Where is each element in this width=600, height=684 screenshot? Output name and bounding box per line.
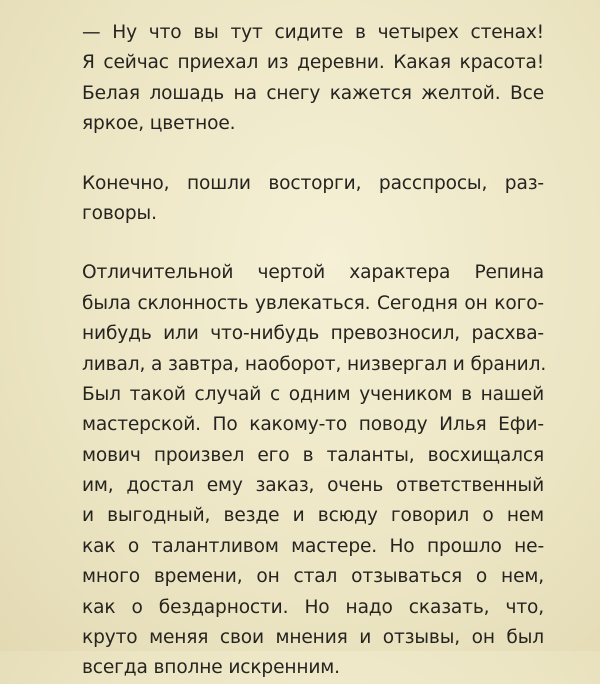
text-line: как о талантливом мастере. Но прошло не- bbox=[82, 535, 544, 557]
text-line: Белая лошадь на снегу кажется желтой. Все bbox=[82, 82, 544, 104]
text-line: Конечно, пошли восторги, расспросы, раз- bbox=[82, 172, 544, 194]
paragraph-2 bbox=[82, 169, 544, 230]
text-line: Отличительной чертой характера Репина bbox=[82, 262, 544, 284]
text-line: говоры. bbox=[82, 202, 157, 224]
text-line: много времени, он стал отзываться о нем, bbox=[82, 566, 544, 588]
text-line: мович произвел его в таланты, восхищался bbox=[82, 444, 544, 466]
book-page bbox=[82, 18, 547, 684]
text-line: Был такой случай с одним учеником в нашей bbox=[82, 383, 544, 405]
text-line: как о бездарности. Но надо сказать, что, bbox=[82, 596, 544, 618]
paragraph-3 bbox=[82, 258, 547, 683]
text-line: всегда вполне искренним. bbox=[82, 657, 340, 679]
text-line: нибудь или что-нибудь превозносил, расхва- bbox=[82, 323, 544, 345]
text-line: — Ну что вы тут сидите в четырех стенах! bbox=[82, 22, 544, 43]
paragraph-spacer bbox=[82, 140, 544, 169]
text-line: была склонность увлекаться. Сегодня он кого- bbox=[82, 292, 544, 314]
text-line: и выгодный, везде и всюду говорил о нем bbox=[82, 505, 544, 527]
paragraph-spacer bbox=[82, 229, 544, 258]
text-line: яркое, цветное. bbox=[82, 113, 236, 135]
paragraph-1 bbox=[82, 18, 544, 140]
text-line: мастерской. По какому-то поводу Илья Ефи- bbox=[82, 414, 544, 436]
text-line: ливал, а завтра, наоборот, низвергал и бранил. bbox=[82, 353, 547, 375]
text-line: круто меняя свои мнения и отзывы, он был bbox=[82, 627, 544, 649]
text-line: Я сейчас приехал из деревни. Какая красота! bbox=[82, 52, 544, 74]
text-line: им, достал ему заказ, очень ответственный bbox=[82, 475, 544, 497]
